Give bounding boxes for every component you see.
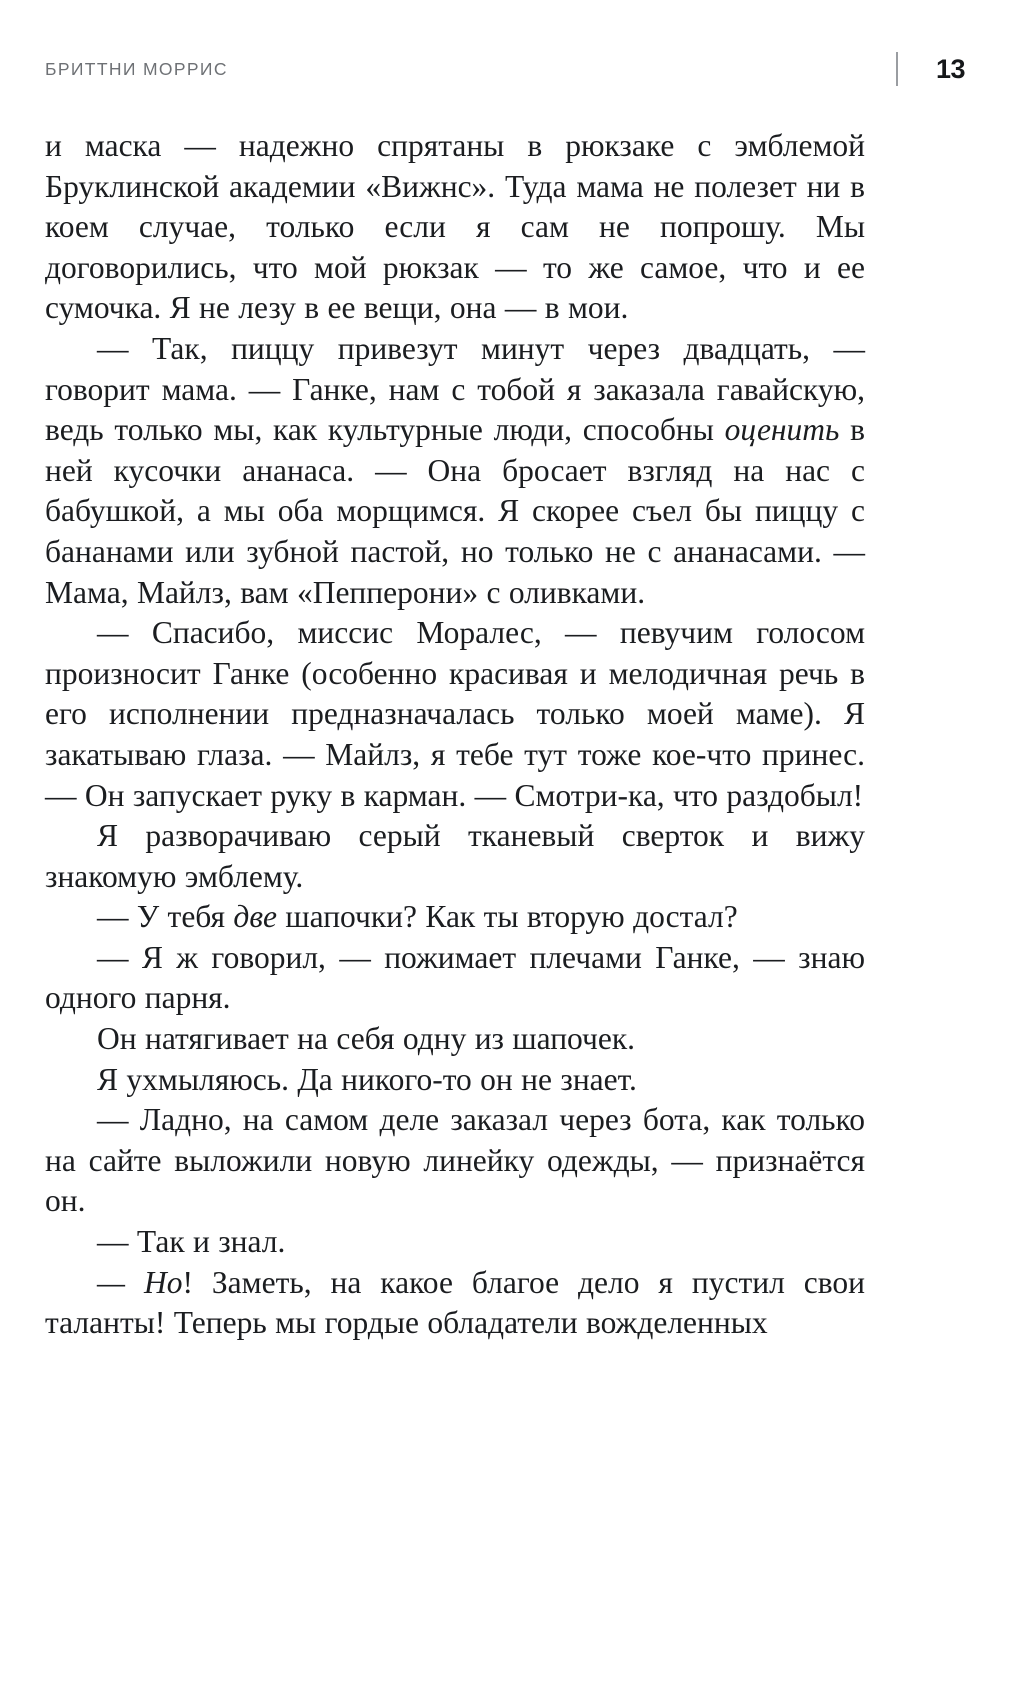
running-head-folio-group: [896, 52, 965, 86]
body-text: — Спасибо, миссис Моралес, — певучим голосом произносит Ганке (особенно красивая и мелодичная речь в его исполнении предназначалась только моей маме). Я закатываю глаза. — Майлз, я тебе тут тоже кое-что принес. — Он запускает руку в карман. — Смотри-ка, что раздобыл!: [45, 615, 865, 813]
paragraph: [45, 1060, 865, 1101]
body-text: — Я ж говорил, — пожимает плечами Ганке, — знаю одного парня.: [45, 939, 865, 1016]
running-header: [45, 52, 965, 86]
paragraph: [45, 1222, 865, 1263]
body-text: ! Заметь, на какое благое дело я пустил свои таланты! Теперь мы гордые обладатели вожделенных: [45, 1264, 865, 1341]
body-text: — Так, пиццу привезут минут через двадцать, — говорит мама. — Ганке, нам с тобой я заказала гавайскую, ведь только мы, как культурные люди, способны: [45, 330, 865, 448]
body-text: — Ладно, на самом деле заказал через бота, как только на сайте выложили новую линейку одежды, — признаётся он.: [45, 1102, 865, 1219]
paragraph: [45, 1263, 865, 1344]
paragraph: [45, 613, 865, 816]
body-text-block: [45, 126, 865, 1344]
page-number: 13: [935, 53, 965, 84]
paragraph: [45, 938, 865, 1019]
body-text: Я ухмыляюсь. Да никого-то он не знает.: [97, 1061, 637, 1097]
emphasis-text: — Но: [97, 1264, 183, 1300]
paragraph: [45, 1100, 865, 1222]
body-text: — У тебя: [97, 899, 234, 935]
body-text: в ней кусочки ананаса. — Она бросает взгляд на нас с бабушкой, а мы оба морщимся. Я скорее съел бы пиццу с бананами или зубной пастой, но только не с ананасами. — Мама, Майлз, вам «Пепперони» с оливками.: [45, 412, 866, 610]
paragraph: [45, 126, 865, 329]
body-text: — Так и знал.: [97, 1224, 286, 1260]
body-text: Я разворачиваю серый тканевый сверток и вижу знакомую эмблему.: [45, 818, 865, 894]
paragraph: [45, 816, 865, 897]
running-head-author: БРИТТНИ МОРРИС: [45, 58, 228, 79]
paragraph: [45, 1019, 865, 1060]
body-text: и маска — надежно спрятаны в рюкзаке с эмблемой Бруклинской академии «Вижнс». Туда мама не полезет ни в коем случае, только если я сам не попрошу. Мы договорились, что мой рюкзак — то же самое, что и ее сумочка. Я не лезу в ее вещи, она — в мои.: [45, 128, 865, 326]
emphasis-text: две: [233, 899, 277, 935]
body-text: Он натягивает на себя одну из шапочек.: [97, 1021, 635, 1057]
paragraph: [45, 329, 865, 613]
paragraph: [45, 897, 865, 938]
body-text: шапочки? Как ты вторую достал?: [277, 899, 738, 935]
emphasis-text: оценить: [724, 412, 840, 448]
folio-divider-rule: [896, 52, 898, 86]
